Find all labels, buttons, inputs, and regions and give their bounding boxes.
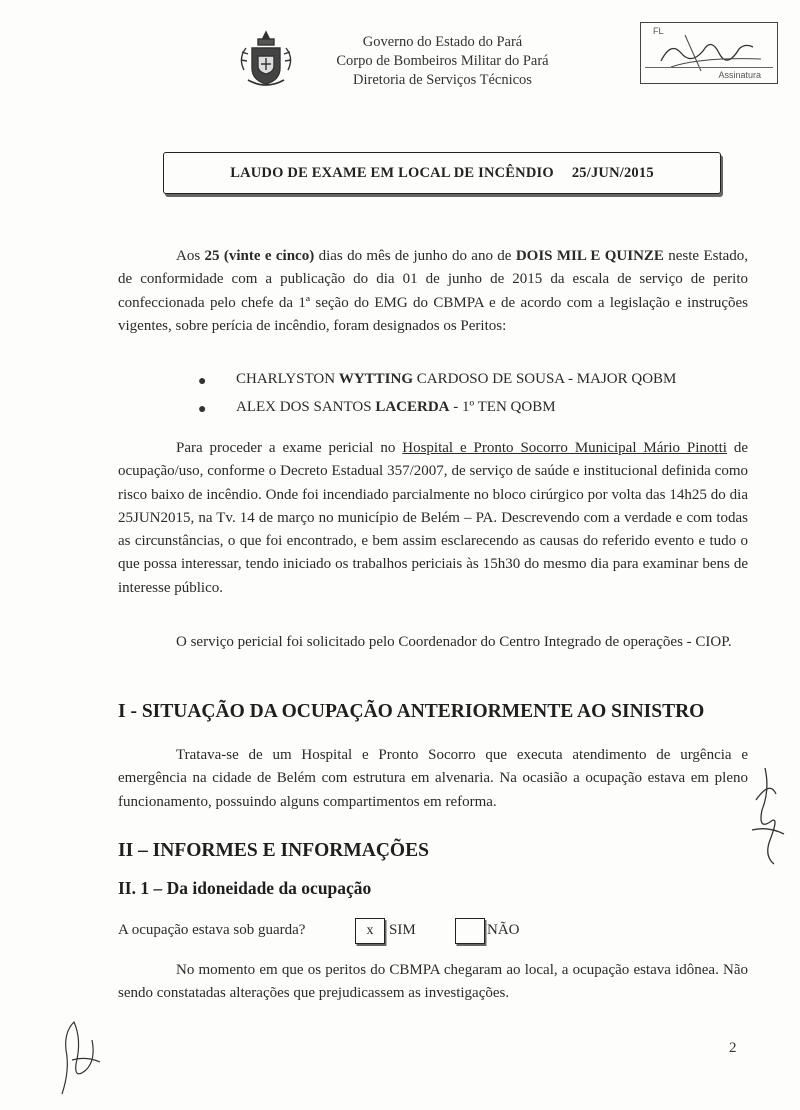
perito-2-rank: - 1º TEN QOBM xyxy=(449,399,556,415)
page-number: 2 xyxy=(729,1040,737,1056)
section-2-1-heading: II. 1 – Da idoneidade da ocupação xyxy=(118,878,372,898)
perito-2-first-name: ALEX DOS SANTOS xyxy=(236,399,376,415)
stamp-signature-label: Assinatura xyxy=(718,70,761,80)
custody-yes-mark: x xyxy=(366,923,374,938)
header-line-fire-corps: Corpo de Bombeiros Militar do Pará xyxy=(336,53,549,69)
exam-text-b: de ocupação/uso, conforme o Decreto Estadual 357/2007, de serviço de saúde e institucional definida como risco baixo de incêndio. Onde foi incendiado parcialmente no bloco cirúrgico por volta das 14h25 do dia 25JUN2015, na Tv. 14 de março no município de Belém – PA. Descrevendo com a verdade e com todas as circunstâncias, o que foi encontrado, e bem assim esclarecendo as causas do referido evento e tudo o que possa interessar, tendo iniciado os trabalhos periciais às 15h30 do mesmo dia para examinar bens de interesse público. xyxy=(118,440,749,596)
section-1-text: Tratava-se de um Hospital e Pronto Socorro que executa atendimento de urgência e emergência na cidade de Belém com estrutura em alvenaria. Na ocasião a ocupação estava em pleno funcionamento, possuindo alguns compartimentos em reforma. xyxy=(118,747,748,810)
stamp-signature-line xyxy=(645,67,773,68)
bullet-icon: ● xyxy=(198,402,207,417)
report-title-box xyxy=(163,152,721,194)
margin-signature-left xyxy=(52,1010,112,1100)
custody-question: A ocupação estava sob guarda? xyxy=(118,922,306,938)
perito-item-1 xyxy=(236,371,676,388)
custody-yes-label: SIM xyxy=(389,922,416,938)
perito-2-highlighted-name: LACERDA xyxy=(375,399,450,415)
header-line-directorate: Diretoria de Serviços Técnicos xyxy=(353,72,532,88)
intro-day: 25 (vinte e cinco) xyxy=(204,248,315,264)
perito-1-highlighted-name: WYTTING xyxy=(338,371,414,387)
hospital-name: Hospital e Pronto Socorro Municipal Mário Pinotti xyxy=(402,440,727,456)
exam-paragraph xyxy=(118,437,748,600)
intro-text-a: Aos xyxy=(176,248,205,264)
intro-text-b: dias do mês de junho do ano de xyxy=(314,248,516,264)
perito-1-rank: CARDOSO DE SOUSA - MAJOR QOBM xyxy=(413,371,677,387)
coat-of-arms-emblem xyxy=(236,30,296,92)
intro-year: DOIS MIL E QUINZE xyxy=(515,248,664,264)
section-1-heading: I - SITUAÇÃO DA OCUPAÇÃO ANTERIORMENTE AO SINISTRO xyxy=(118,701,705,722)
report-date: 25/JUN/2015 xyxy=(571,164,654,181)
custody-no-checkbox[interactable] xyxy=(455,918,485,944)
intro-paragraph xyxy=(118,245,748,338)
section-2-1-text: No momento em que os peritos do CBMPA chegaram ao local, a ocupação estava idônea. Não sendo constatadas alterações que prejudicassem as investigações. xyxy=(118,962,748,1002)
stamp-fl-label: FL xyxy=(653,26,664,36)
report-title: LAUDO DE EXAME EM LOCAL DE INCÊNDIO xyxy=(230,164,554,181)
request-paragraph: O serviço pericial foi solicitado pelo Coordenador do Centro Integrado de operações - CIOP. xyxy=(176,634,732,650)
section-2-heading: II – INFORMES E INFORMAÇÕES xyxy=(118,840,429,861)
page-stamp xyxy=(640,22,778,84)
custody-no-label: NÃO xyxy=(487,922,520,938)
margin-signature-right xyxy=(740,760,790,870)
intro-text-c: neste Estado, de conformidade com a publicação do dia 01 de junho de 2015 da escala de serviço de perito confeccionada pelo chefe da 1ª seção do EMG do CBMPA e de acordo com a legislação e instruções vigentes, sobre perícia de incêndio, foram designados os Peritos: xyxy=(118,248,749,334)
custody-yes-checkbox[interactable] xyxy=(355,918,385,944)
institution-header xyxy=(300,33,585,90)
bullet-icon: ● xyxy=(198,374,207,389)
perito-1-first-name: CHARLYSTON xyxy=(236,371,339,387)
header-line-government: Governo do Estado do Pará xyxy=(362,34,523,50)
perito-item-2 xyxy=(236,399,556,416)
exam-text-a: Para proceder a exame pericial no xyxy=(176,440,403,456)
